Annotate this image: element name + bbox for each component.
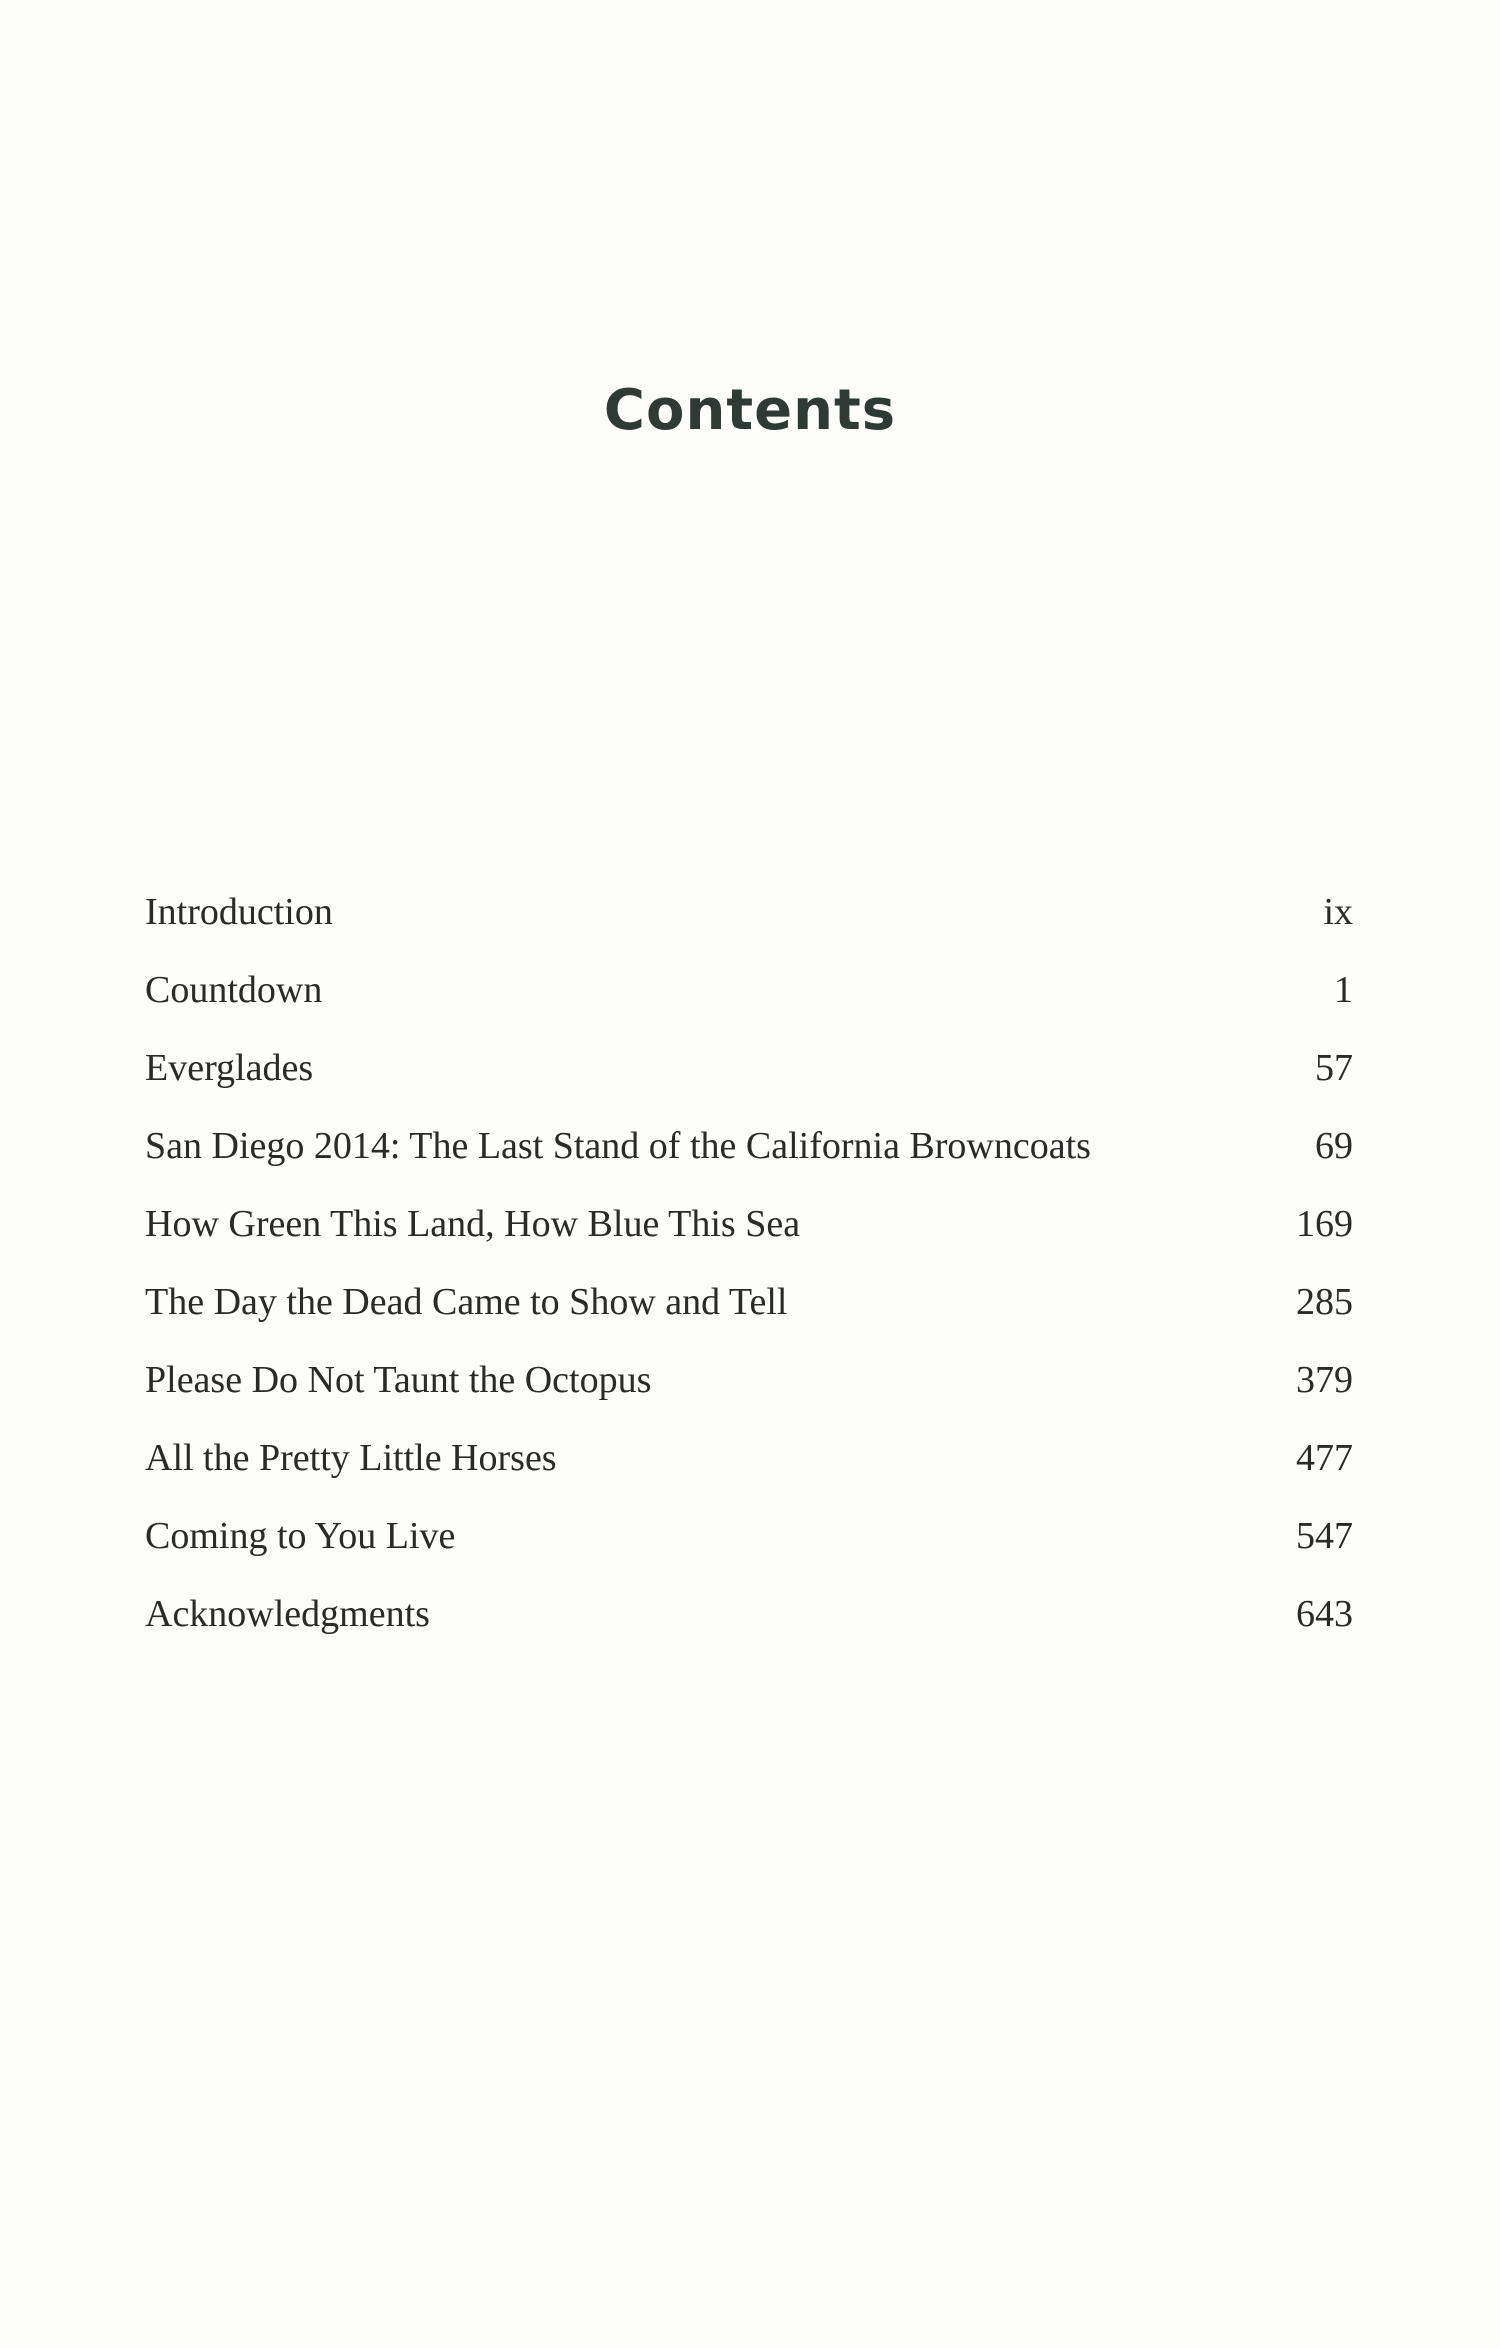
toc-entry-day-the-dead-came xyxy=(145,1280,1353,1358)
toc-entry-page-number: 69 xyxy=(1315,1125,1353,1167)
toc-entry-title: Please Do Not Taunt the Octopus xyxy=(145,1359,652,1401)
toc-entry-title: San Diego 2014: The Last Stand of the California Browncoats xyxy=(145,1125,1091,1167)
toc-entry-page-number: 1 xyxy=(1334,969,1353,1011)
toc-entry-title: Everglades xyxy=(145,1047,314,1089)
toc-entry-title: All the Pretty Little Horses xyxy=(145,1437,557,1479)
toc-entry-title: Acknowledgments xyxy=(145,1593,430,1635)
toc-entry-page-number: 285 xyxy=(1296,1281,1353,1323)
toc-entry-title: Countdown xyxy=(145,969,323,1011)
toc-entry-pretty-little-horses xyxy=(145,1436,1353,1514)
toc-entry-acknowledgments xyxy=(145,1592,1353,1670)
toc-entry-page-number: 547 xyxy=(1296,1515,1353,1557)
page-title: Contents xyxy=(603,378,897,443)
toc-entry-everglades xyxy=(145,1046,1353,1124)
toc-entry-countdown xyxy=(145,968,1353,1046)
toc-entry-page-number: 477 xyxy=(1296,1437,1353,1479)
toc-entry-title: Introduction xyxy=(145,891,333,933)
toc-entry-page-number: 379 xyxy=(1296,1359,1353,1401)
table-of-contents xyxy=(145,890,1353,1670)
toc-entry-taunt-the-octopus xyxy=(145,1358,1353,1436)
toc-entry-coming-to-you-live xyxy=(145,1514,1353,1592)
toc-entry-page-number: 57 xyxy=(1315,1047,1353,1089)
toc-entry-title: The Day the Dead Came to Show and Tell xyxy=(145,1281,788,1323)
toc-entry-page-number: 643 xyxy=(1296,1593,1353,1635)
toc-entry-san-diego-2014 xyxy=(145,1124,1353,1202)
toc-entry-introduction xyxy=(145,890,1353,968)
toc-entry-page-number: ix xyxy=(1323,891,1353,933)
toc-entry-title: Coming to You Live xyxy=(145,1515,456,1557)
toc-entry-page-number: 169 xyxy=(1296,1203,1353,1245)
toc-entry-title: How Green This Land, How Blue This Sea xyxy=(145,1203,801,1245)
toc-entry-how-green-this-land xyxy=(145,1202,1353,1280)
